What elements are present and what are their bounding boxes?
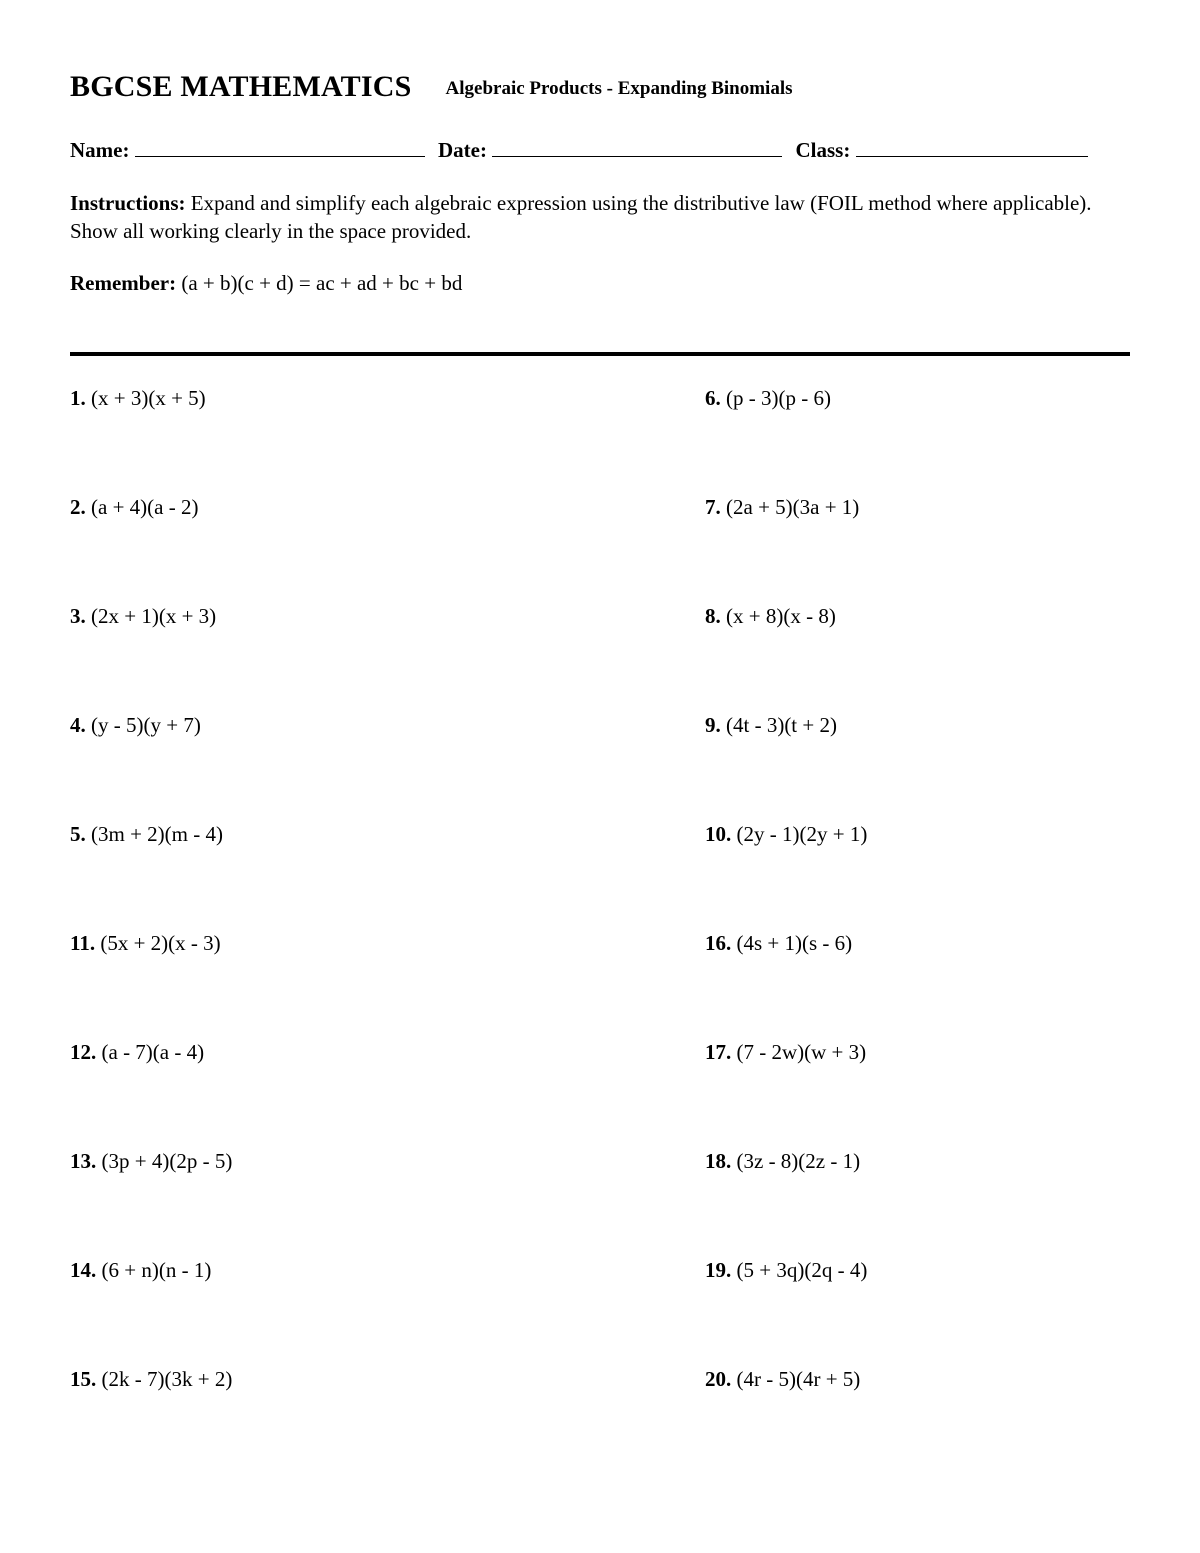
- problem-item: [705, 822, 867, 847]
- problem-number: 15.: [70, 1367, 97, 1391]
- problem-number: 10.: [705, 822, 732, 846]
- problem-item: [70, 1040, 204, 1065]
- problem-item: [70, 495, 198, 520]
- problem-item: [70, 1149, 232, 1174]
- problem-expression: (2a + 5)(3a + 1): [726, 495, 860, 519]
- problem-expression: (3m + 2)(m - 4): [91, 822, 223, 846]
- problem-expression: (a + 4)(a - 2): [91, 495, 199, 519]
- problem-item: [705, 1040, 866, 1065]
- problem-number: 12.: [70, 1040, 97, 1064]
- problem-number: 19.: [705, 1258, 732, 1282]
- remember-label: Remember:: [70, 271, 177, 295]
- problem-expression: (6 + n)(n - 1): [101, 1258, 212, 1282]
- problem-expression: (3z - 8)(2z - 1): [736, 1149, 861, 1173]
- problem-item: [70, 931, 221, 956]
- date-label: Date:: [437, 138, 487, 162]
- problem-item: [705, 1367, 860, 1392]
- problem-item: [705, 604, 836, 629]
- problem-number: 14.: [70, 1258, 97, 1282]
- problem-number: 1.: [70, 386, 86, 410]
- problem-expression: (x + 3)(x + 5): [91, 386, 206, 410]
- problem-expression: (2k - 7)(3k + 2): [101, 1367, 233, 1391]
- problem-number: 2.: [70, 495, 86, 519]
- problem-number: 16.: [705, 931, 732, 955]
- problem-item: [705, 713, 837, 738]
- name-field[interactable]: [135, 136, 425, 157]
- problem-number: 5.: [70, 822, 86, 846]
- problem-number: 6.: [705, 386, 721, 410]
- problem-item: [705, 1258, 867, 1283]
- date-field[interactable]: [492, 136, 782, 157]
- problem-expression: (5x + 2)(x - 3): [100, 931, 221, 955]
- problem-number: 17.: [705, 1040, 732, 1064]
- problem-expression: (2x + 1)(x + 3): [91, 604, 217, 628]
- problem-expression: (y - 5)(y + 7): [91, 713, 201, 737]
- problem-expression: (7 - 2w)(w + 3): [736, 1040, 867, 1064]
- header: [70, 70, 793, 104]
- problem-item: [70, 822, 223, 847]
- class-label: Class:: [795, 138, 851, 162]
- problem-number: 20.: [705, 1367, 732, 1391]
- divider: [70, 352, 1130, 356]
- problem-number: 13.: [70, 1149, 97, 1173]
- page-title: BGCSE MATHEMATICS: [70, 70, 412, 103]
- problem-number: 18.: [705, 1149, 732, 1173]
- problem-number: 8.: [705, 604, 721, 628]
- problem-expression: (x + 8)(x - 8): [726, 604, 836, 628]
- remember-note: [70, 271, 462, 296]
- problem-item: [705, 1149, 860, 1174]
- problem-expression: (a - 7)(a - 4): [101, 1040, 205, 1064]
- instructions-text: Expand and simplify each algebraic expression using the distributive law (FOIL method where applicable). Show all working clearly in the space provided.: [70, 191, 1092, 243]
- problem-item: [70, 386, 206, 411]
- remember-formula: (a + b)(c + d) = ac + ad + bc + bd: [181, 271, 463, 295]
- problem-number: 9.: [705, 713, 721, 737]
- problem-expression: (3p + 4)(2p - 5): [101, 1149, 233, 1173]
- problem-number: 7.: [705, 495, 721, 519]
- name-label: Name:: [70, 138, 130, 162]
- instructions: [70, 189, 1130, 245]
- problem-item: [70, 1258, 211, 1283]
- problem-expression: (4s + 1)(s - 6): [736, 931, 853, 955]
- student-info-fields: [70, 136, 1130, 163]
- problem-item: [70, 604, 216, 629]
- problem-expression: (2y - 1)(2y + 1): [736, 822, 868, 846]
- problem-expression: (p - 3)(p - 6): [726, 386, 831, 410]
- problem-number: 3.: [70, 604, 86, 628]
- instructions-label: Instructions:: [70, 191, 186, 215]
- problem-number: 4.: [70, 713, 86, 737]
- problem-item: [705, 931, 852, 956]
- page-subtitle: Algebraic Products - Expanding Binomials: [445, 78, 793, 99]
- class-field[interactable]: [856, 136, 1088, 157]
- problem-expression: (4t - 3)(t + 2): [726, 713, 837, 737]
- problem-item: [70, 713, 201, 738]
- problem-expression: (4r - 5)(4r + 5): [736, 1367, 861, 1391]
- problem-expression: (5 + 3q)(2q - 4): [736, 1258, 868, 1282]
- problem-number: 11.: [70, 931, 96, 955]
- problem-item: [705, 386, 831, 411]
- problem-item: [705, 495, 859, 520]
- problem-item: [70, 1367, 232, 1392]
